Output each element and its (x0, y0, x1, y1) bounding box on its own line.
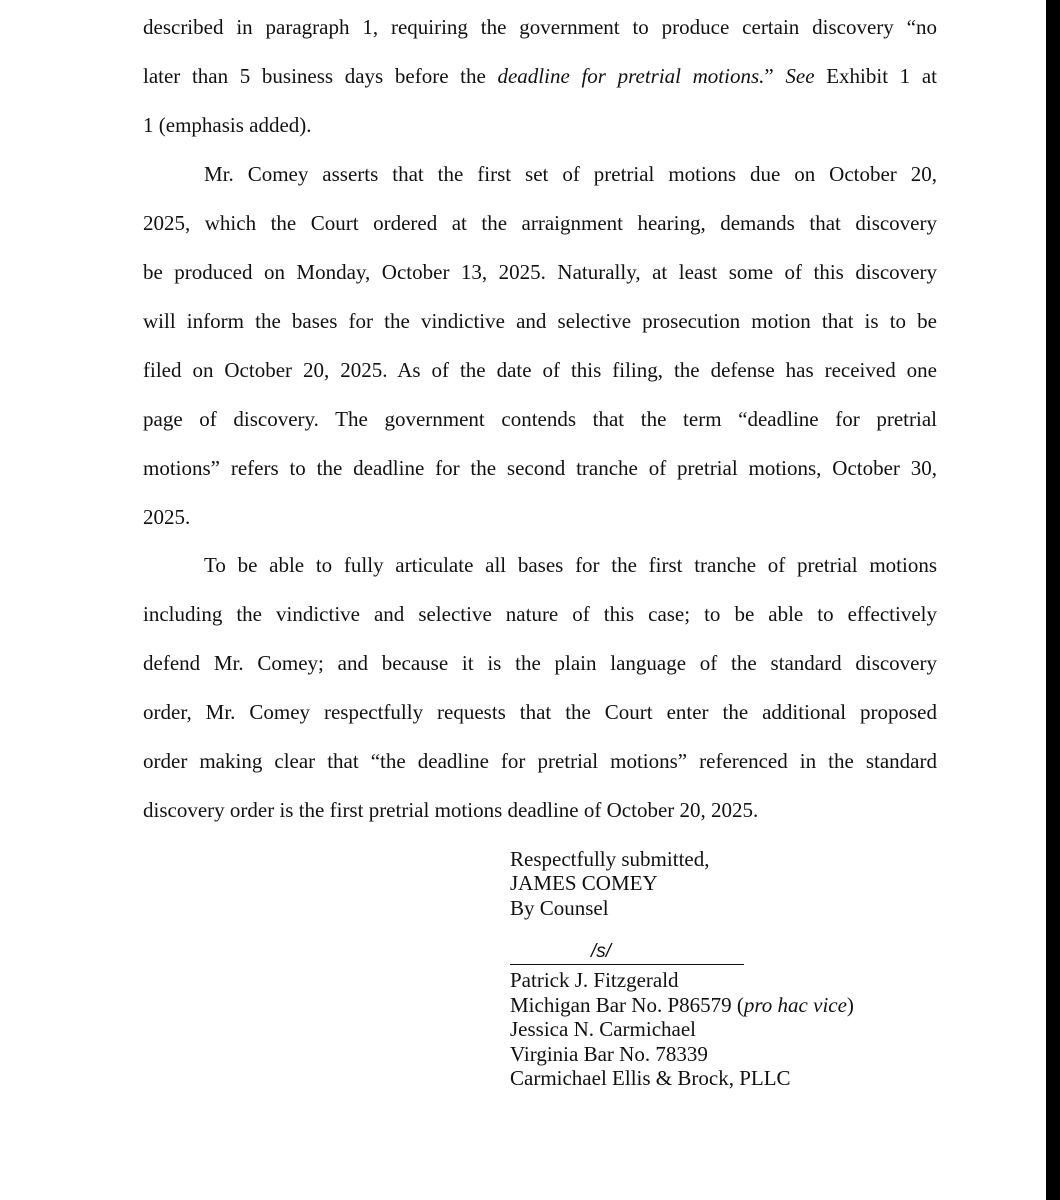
body-line: page of discovery. The government contends that the term “deadline for pretrial (143, 407, 937, 431)
body-line: discovery order is the first pretrial motions deadline of October 20, 2025. (143, 798, 759, 822)
body-line: including the vindictive and selective nature of this case; to be able to effectively (143, 602, 937, 626)
body-line: Mr. Comey asserts that the first set of pretrial motions due on October 20, (204, 162, 937, 186)
emphasized-text: deadline for pretrial motions. (497, 64, 765, 88)
electronic-signature-mark: /s/ (591, 941, 612, 962)
body-line: 2025. (143, 505, 191, 529)
attorney-name: Patrick J. Fitzgerald (510, 968, 679, 992)
bar-number-close: ) (846, 993, 854, 1017)
body-line: 2025, which the Court ordered at the arraignment hearing, demands that discovery (143, 211, 937, 235)
body-line: To be able to fully articulate all bases for the first tranche of pretrial motions (204, 553, 937, 577)
signal-see: See (785, 64, 815, 88)
pro-hac-vice-text: pro hac vice (743, 993, 847, 1017)
body-line: order, Mr. Comey respectfully requests that the Court enter the additional proposed (143, 700, 937, 724)
body-line: motions” refers to the deadline for the second tranche of pretrial motions, October 30, (143, 456, 937, 480)
body-line: filed on October 20, 2025. As of the date of this filing, the defense has received one (143, 358, 937, 382)
law-firm-name: Carmichael Ellis & Brock, PLLC (510, 1066, 791, 1090)
attorney-bar-number: Virginia Bar No. 78339 (510, 1042, 708, 1066)
attorney-name: Jessica N. Carmichael (510, 1017, 697, 1041)
signature-party: JAMES COMEY (510, 871, 658, 895)
page-edge (1046, 0, 1060, 1200)
body-line: described in paragraph 1, requiring the government to produce certain discovery “no (143, 15, 937, 39)
body-text: Exhibit 1 at (814, 64, 937, 88)
signature-by-counsel: By Counsel (510, 896, 609, 920)
body-line: order making clear that “the deadline for pretrial motions” referenced in the standard (143, 749, 937, 773)
attorney-bar-number (510, 993, 854, 1018)
signature-closing: Respectfully submitted, (510, 847, 710, 871)
signature-line (510, 964, 744, 965)
body-line (143, 64, 937, 88)
body-text: later than 5 business days before the (143, 64, 498, 88)
quote-close: ” (764, 64, 774, 88)
body-line: 1 (emphasis added). (143, 113, 312, 137)
body-line: will inform the bases for the vindictive and selective prosecution motion that is to be (143, 309, 937, 333)
bar-number-text: Michigan Bar No. P86579 ( (510, 993, 744, 1017)
body-line: be produced on Monday, October 13, 2025. Naturally, at least some of this discovery (143, 260, 937, 284)
body-line: defend Mr. Comey; and because it is the plain language of the standard discovery (143, 651, 937, 675)
